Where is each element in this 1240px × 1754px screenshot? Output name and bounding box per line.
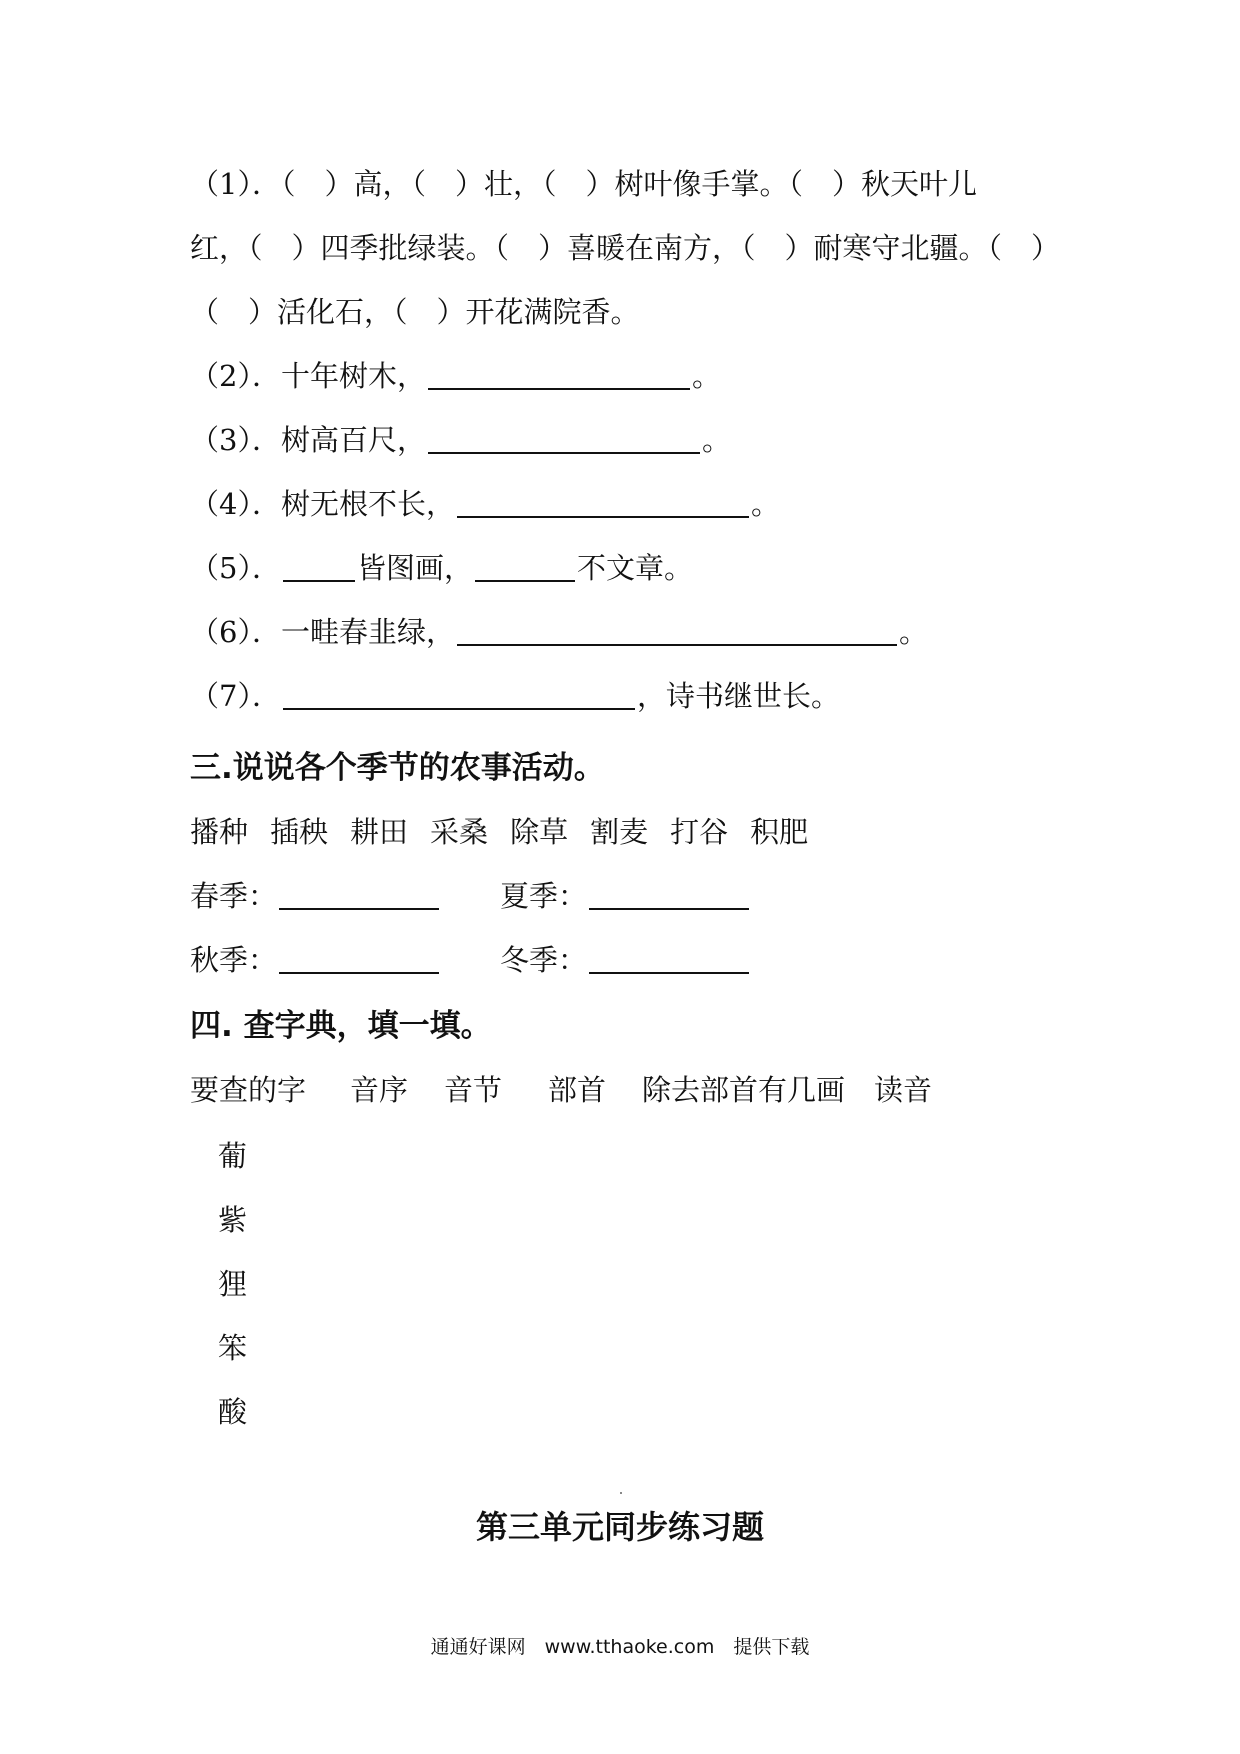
q6-text: （6）．一畦春韭绿， (190, 615, 455, 649)
q6-blank[interactable] (457, 614, 897, 646)
unit-title: 第三单元同步练习题 (475, 1508, 764, 1546)
q1-line1: （1）．（ ）高，（ ）壮，（ ）树叶像手掌。（ ）秋天叶儿 (190, 167, 977, 201)
q3-text: （3）．树高百尺， (190, 423, 426, 457)
q7-blank[interactable] (283, 678, 635, 710)
q4-text: （4）．树无根不长， (190, 487, 455, 521)
q4-end: 。 (750, 487, 780, 521)
q7-text: （7）． (190, 679, 281, 713)
q3-blank[interactable] (428, 422, 700, 454)
section4-heading: 四. 查字典，填一填。 (190, 1008, 492, 1044)
farm-word: 采桑 (430, 815, 489, 849)
farm-word: 播种 (190, 815, 249, 849)
q2-line (190, 356, 721, 396)
q5-middle: 皆图画， (356, 551, 473, 585)
winter-label: 冬季： (500, 943, 588, 977)
footer-text: 通通好课网 www.tthaoke.com 提供下载 (430, 1636, 810, 1658)
farm-word: 耕田 (350, 815, 409, 849)
lookup-char: 笨 (218, 1331, 248, 1365)
q6-end: 。 (898, 615, 928, 649)
winter-blank[interactable] (589, 942, 749, 974)
q4-line (190, 484, 780, 524)
autumn-row (190, 940, 441, 980)
lookup-char: 葡 (218, 1139, 248, 1173)
farm-word: 除草 (510, 815, 569, 849)
lookup-char: 紫 (218, 1203, 248, 1237)
q2-blank[interactable] (428, 358, 690, 390)
farm-word: 插秧 (270, 815, 329, 849)
q4-blank[interactable] (457, 486, 749, 518)
summer-blank[interactable] (589, 878, 749, 910)
summer-label: 夏季： (500, 879, 588, 913)
q3-end: 。 (701, 423, 731, 457)
autumn-label: 秋季： (190, 943, 278, 977)
lookup-char: 狸 (218, 1267, 248, 1301)
farm-words (190, 812, 808, 852)
q5-blank-1[interactable] (283, 550, 355, 582)
q7-line (190, 676, 840, 716)
column-header: 部首 (548, 1073, 607, 1107)
summer-row (500, 876, 751, 916)
q3-line (190, 420, 731, 460)
column-header: 要查的字 (190, 1073, 307, 1107)
column-header: 除去部首有几画 (642, 1073, 846, 1107)
stray-dot (620, 1492, 622, 1494)
lookup-char: 酸 (218, 1395, 248, 1429)
column-header: 音节 (444, 1073, 503, 1107)
spring-label: 春季： (190, 879, 278, 913)
autumn-blank[interactable] (279, 942, 439, 974)
q2-end: 。 (691, 359, 721, 393)
q1-line3: （ ）活化石，（ ）开花满院香。 (190, 295, 640, 329)
q1-line2: 红，（ ）四季批绿装。（ ）喜暖在南方，（ ）耐寒守北疆。（ ） (190, 231, 1061, 265)
q5-text: （5）． (190, 551, 281, 585)
q5-end: 不文章。 (576, 551, 693, 585)
winter-row (500, 940, 751, 980)
q7-end: ，诗书继世长。 (636, 679, 840, 713)
q5-blank-2[interactable] (475, 550, 575, 582)
farm-word: 打谷 (670, 815, 729, 849)
farm-word: 积肥 (750, 815, 809, 849)
spring-row (190, 876, 441, 916)
column-header: 音序 (350, 1073, 409, 1107)
section3-heading: 三.说说各个季节的农事活动。 (190, 750, 605, 786)
farm-word: 割麦 (590, 815, 649, 849)
q6-line (190, 612, 928, 652)
column-header: 读音 (874, 1073, 933, 1107)
spring-blank[interactable] (279, 878, 439, 910)
q2-text: （2）．十年树木， (190, 359, 426, 393)
q5-line (190, 548, 693, 588)
